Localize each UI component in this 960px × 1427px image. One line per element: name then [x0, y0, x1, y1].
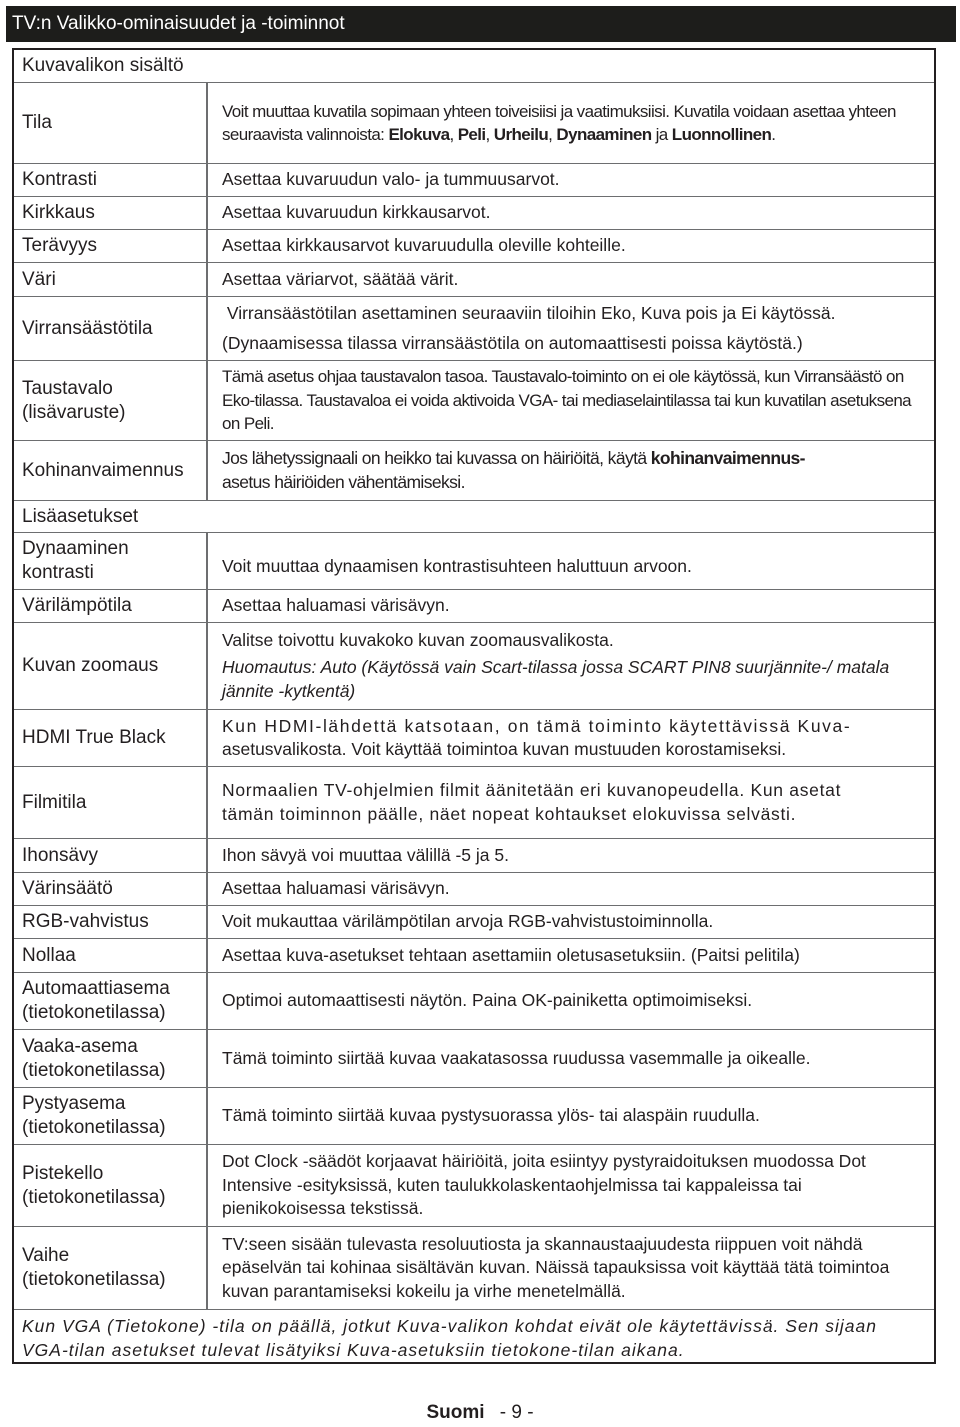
label-line: (tietokonetilassa): [22, 1269, 166, 1290]
desc-text: Voit muuttaa kuvatila sopimaan yhteen toiveisiisi ja vaatimuksiisi. Kuvatila voidaan asettaa yhteen seuraavista valinnoista:: [222, 101, 896, 144]
label-line: Automaattiasema: [22, 978, 170, 999]
section-title-row: [14, 50, 934, 82]
row-label: Nollaa: [22, 944, 76, 966]
table-row: [14, 82, 934, 163]
row-label: RGB-vahvistus: [22, 911, 149, 932]
desc-line: tämän toiminnon päälle, näet nopeat kohtaukset elokuvissa selvästi.: [222, 803, 797, 824]
desc-text: asetus häiriöiden vähentämiseksi.: [222, 471, 465, 492]
row-description: Voit muuttaa dynaamisen kontrastisuhteen haluttuun arvoon.: [222, 556, 692, 577]
table-row: [14, 163, 934, 196]
row-label: [14, 1030, 214, 1087]
row-description: Asettaa kirkkausarvot kuvaruudulla oleville kohteille.: [222, 235, 626, 256]
row-description: Asettaa kuvaruudun kirkkausarvot.: [222, 202, 491, 223]
row-description: Asettaa väriarvot, säätää värit.: [222, 268, 459, 289]
label-line: Vaihe: [22, 1245, 70, 1266]
table-row: [14, 1226, 934, 1309]
desc-line: asetusvalikosta. Voit käyttää toimintoa kuvan mustuuden korostamiseksi.: [222, 739, 787, 759]
vga-mode-note: Kun VGA (Tietokone) -tila on päällä, jotkut Kuva-valikon kohdat eivät ole käytettävissä. Sen sijaan VGA-tilan asetukset tulevat lisätyiksi Kuva-asetuksiin tietokone-tilan aikana.: [14, 1309, 934, 1362]
row-label: Kirkkaus: [22, 202, 95, 223]
row-label: Tila: [22, 112, 52, 133]
label-line: (tietokonetilassa): [22, 1059, 166, 1081]
table-row: [14, 532, 934, 589]
row-description: Dot Clock -säädöt korjaavat häiriöitä, joita esiintyy pystyraidoituksen muodossa Dot Intensive -esityksissä, kuten taulukkolaskentaohjelmissa tai kappaleissa tai pienikokoisessa tekstissä.: [222, 1151, 866, 1219]
row-description: Ihon sävyä voi muuttaa välillä -5 ja 5.: [222, 844, 509, 865]
page-language: Suomi: [426, 1402, 485, 1423]
row-description: [216, 710, 934, 766]
row-label: HDMI True Black: [22, 727, 166, 748]
label-line: Pystyasema: [22, 1093, 126, 1114]
row-description: [216, 623, 934, 709]
desc-line: Kun HDMI-lähdettä katsotaan, on tämä toiminto käytettävissä Kuva-: [222, 715, 852, 736]
table-row: [14, 622, 934, 709]
table-row: [14, 938, 934, 972]
row-label: Väri: [22, 268, 56, 290]
subsection-title: Lisäasetukset: [14, 500, 934, 532]
row-description: [216, 767, 934, 838]
desc-text: Jos lähetyssignaali on heikko tai kuvassa on häiriöitä, käytä: [222, 448, 651, 468]
row-description: Asettaa haluamasi värisävyn.: [222, 878, 450, 899]
row-description: [216, 83, 934, 163]
label-line: (tietokonetilassa): [22, 1002, 166, 1023]
row-label: Värilämpötila: [22, 595, 132, 616]
desc-text: ,: [449, 125, 458, 144]
mode-dynaaminen: Dynaaminen: [556, 125, 652, 144]
desc-text: ,: [485, 125, 494, 144]
row-label: [14, 361, 214, 440]
table-row: [14, 360, 934, 440]
row-label: [14, 973, 214, 1029]
table-row: [14, 838, 934, 872]
desc-line: Normaalien TV-ohjelmien filmit äänitetään eri kuvanopeudella. Kun asetat: [222, 780, 842, 800]
table-row: [14, 1029, 934, 1087]
mode-elokuva: Elokuva: [388, 125, 450, 144]
row-label: [14, 1145, 214, 1226]
desc-note: Huomautus: Auto (Käytössä vain Scart-tilassa jossa SCART PIN8 suurjännite-/ matala jännite -kytkentä): [222, 657, 890, 701]
row-label: Värinsäätö: [22, 878, 113, 899]
table-row: [14, 229, 934, 262]
table-row: [14, 709, 934, 766]
row-label: [14, 1227, 214, 1309]
table-row: [14, 196, 934, 229]
mode-luonnollinen: Luonnollinen: [671, 125, 772, 144]
row-label: Kuvan zoomaus: [22, 655, 159, 676]
desc-text: .: [771, 125, 776, 144]
table-row: [14, 972, 934, 1029]
row-label: Ihonsävy: [22, 844, 99, 866]
row-description: Asettaa kuva-asetukset tehtaan asettamiin oletusasetuksiin. (Paitsi pelitila): [222, 944, 800, 965]
label-line: kontrasti: [22, 562, 94, 583]
table-row: [14, 296, 934, 360]
table-row: [14, 766, 934, 838]
label-line: Taustavalo: [22, 377, 113, 399]
desc-text: ja: [651, 125, 672, 144]
label-line: Vaaka-asema: [22, 1035, 138, 1057]
label-line: Dynaaminen: [22, 538, 129, 559]
row-description: Voit mukauttaa värilämpötilan arvoja RGB-vahvistustoiminnolla.: [222, 911, 714, 932]
table-row: [14, 589, 934, 622]
row-label: Kontrasti: [22, 169, 97, 190]
row-description: Tämä toiminto siirtää kuvaa vaakatasossa ruudussa vasemmalle ja oikealle.: [222, 1047, 811, 1068]
row-label: [14, 533, 214, 589]
page-header-title: TV:n Valikko-ominaisuudet ja -toiminnot: [12, 13, 345, 34]
row-description: [216, 441, 934, 500]
label-line: (tietokonetilassa): [22, 1117, 166, 1138]
row-description: Tämä asetus ohjaa taustavalon tasoa. Taustavalo-toiminto on ei ole käytössä, kun Virransäästö on Eko-tilassa. Taustavaloa ei voida aktivoida VGA- tai mediaselaintilassa tai kun kuvatilan asetuksena on Peli.: [222, 367, 912, 434]
table-row: [14, 1144, 934, 1226]
desc-text: ,: [548, 125, 557, 144]
page-number: - 9 -: [499, 1402, 534, 1423]
table-row: [14, 905, 934, 938]
table-row: [14, 262, 934, 296]
row-description: Tämä toiminto siirtää kuvaa pystysuorassa ylös- tai alaspäin ruudulla.: [222, 1105, 760, 1126]
row-label: [14, 1088, 214, 1144]
mode-peli: Peli: [457, 125, 486, 144]
table-row: [14, 440, 934, 500]
desc-line: Valitse toivottu kuvakoko kuvan zoomausvalikosta.: [222, 629, 614, 650]
section-title: Kuvavalikon sisältö: [22, 55, 184, 76]
row-description: Optimoi automaattisesti näytön. Paina OK-painiketta optimoimiseksi.: [222, 990, 753, 1011]
desc-line: (Dynaamisessa tilassa virransäästötila on automaattisesti poissa käytöstä.): [222, 332, 803, 353]
row-description: TV:seen sisään tulevasta resoluutiosta ja skannaustaajuudesta riippuen voit nähdä epäselvän tai kohinaa sisältävän kuvan. Näissä tapauksissa voit käyttää tätä toimintoa kuvan parantamiseksi kokeilu ja virhe menetelmällä.: [222, 1233, 890, 1301]
desc-bold: kohinanvaimennus-: [650, 448, 805, 468]
row-label: Virransäästötila: [22, 317, 153, 339]
row-description: [216, 297, 934, 360]
mode-urheilu: Urheilu: [493, 125, 549, 144]
label-line: (lisävaruste): [22, 401, 126, 423]
page-header: [6, 6, 956, 42]
row-description: Asettaa kuvaruudun valo- ja tummuusarvot.: [222, 169, 560, 190]
label-line: Pistekello: [22, 1162, 104, 1184]
desc-line: Virransäästötilan asettaminen seuraaviin tiloihin Eko, Kuva pois ja Ei käytössä.: [222, 303, 836, 323]
table-row: [14, 1087, 934, 1144]
row-label: Kohinanvaimennus: [22, 459, 184, 481]
label-line: (tietokonetilassa): [22, 1186, 166, 1208]
row-description: Asettaa haluamasi värisävyn.: [222, 595, 450, 616]
row-label: Terävyys: [22, 235, 97, 256]
row-label: Filmitila: [22, 791, 87, 813]
table-row: [14, 872, 934, 905]
page-footer: [0, 1402, 960, 1424]
